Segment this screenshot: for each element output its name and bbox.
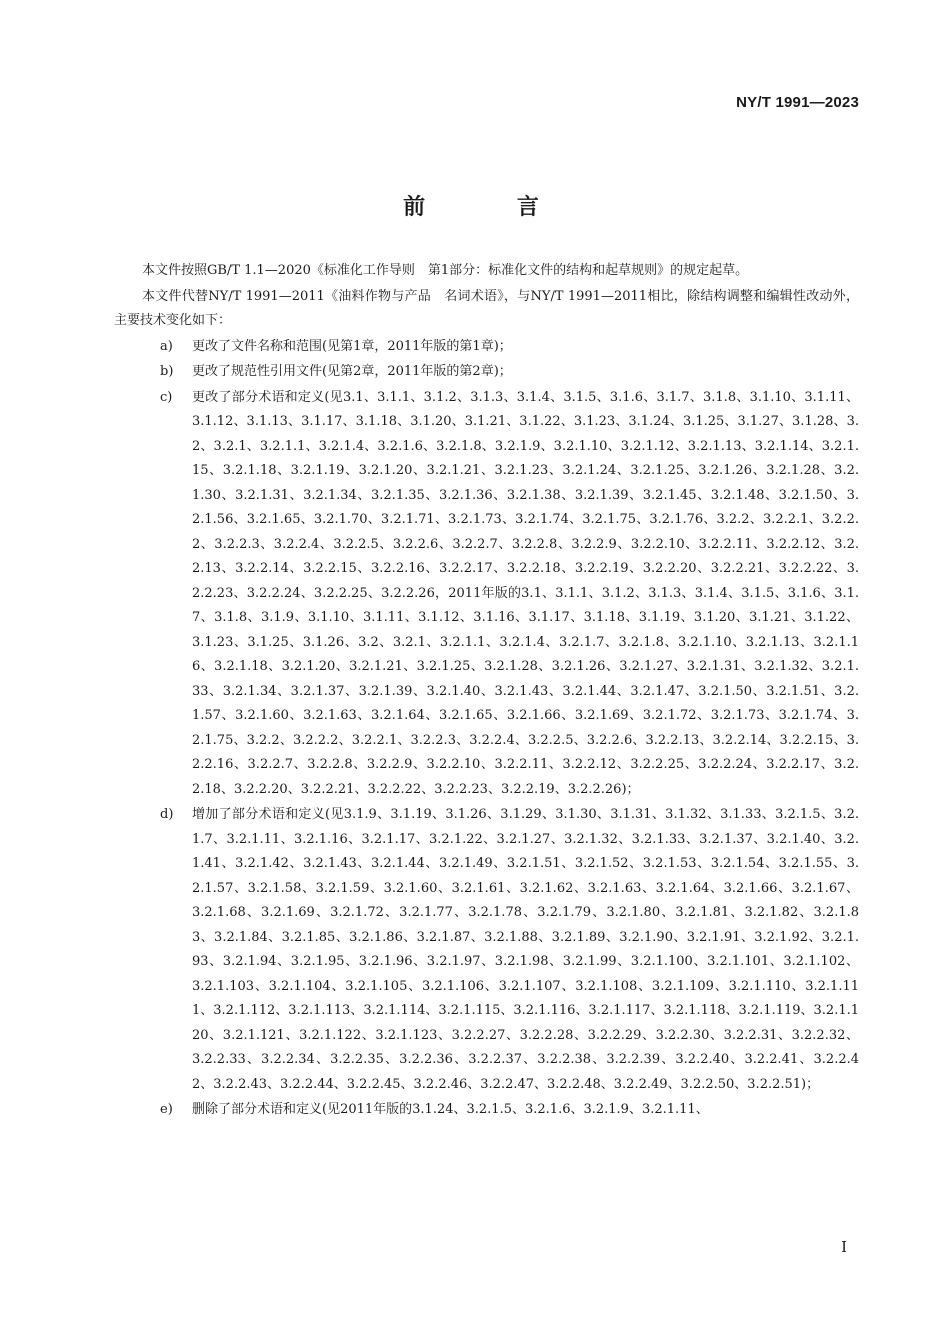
- document-body: [114, 259, 859, 1124]
- list-item-text: 更改了部分术语和定义(见3.1、3.1.1、3.1.2、3.1.3、3.1.4、3.1.5、3.1.6、3.1.7、3.1.8、3.1.10、3.1.11、3.1.12、3.1.13、3.1.17、3.1.18、3.1.20、3.1.21、3.1.22、3.1.23、3.1.24、3.1.25、3.1.27、3.1.28、3.2、3.2.1、3.2.1.1、3.2.1.4、3.2.1.6、3.2.1.8、3.2.1.9、3.2.1.10、3.2.1.12、3.2.1.13、3.2.1.14、3.2.1.15、3.2.1.18、3.2.1.19、3.2.1.20、3.2.1.21、3.2.1.23、3.2.1.24、3.2.1.25、3.2.1.26、3.2.1.28、3.2.1.30、3.2.1.31、3.2.1.34、3.2.1.35、3.2.1.36、3.2.1.38、3.2.1.39、3.2.1.45、3.2.1.48、3.2.1.50、3.2.1.56、3.2.1.65、3.2.1.70、3.2.1.71、3.2.1.73、3.2.1.74、3.2.1.75、3.2.1.76、3.2.2、3.2.2.1、3.2.2.2、3.2.2.3、3.2.2.4、3.2.2.5、3.2.2.6、3.2.2.7、3.2.2.8、3.2.2.9、3.2.2.10、3.2.2.11、3.2.2.12、3.2.2.13、3.2.2.14、3.2.2.15、3.2.2.16、3.2.2.17、3.2.2.18、3.2.2.19、3.2.2.20、3.2.2.21、3.2.2.22、3.2.2.23、3.2.2.24、3.2.2.25、3.2.2.26，2011年版的3.1、3.1.1、3.1.2、3.1.3、3.1.4、3.1.5、3.1.6、3.1.7、3.1.8、3.1.9、3.1.10、3.1.11、3.1.12、3.1.16、3.1.17、3.1.18、3.1.19、3.1.20、3.1.21、3.1.22、3.1.23、3.1.25、3.1.26、3.2、3.2.1、3.2.1.1、3.2.1.4、3.2.1.7、3.2.1.8、3.2.1.10、3.2.1.13、3.2.1.16、3.2.1.18、3.2.1.20、3.2.1.21、3.2.1.25、3.2.1.28、3.2.1.26、3.2.1.27、3.2.1.31、3.2.1.32、3.2.1.33、3.2.1.34、3.2.1.37、3.2.1.39、3.2.1.40、3.2.1.43、3.2.1.44、3.2.1.47、3.2.1.50、3.2.1.51、3.2.1.57、3.2.1.60、3.2.1.63、3.2.1.64、3.2.1.65、3.2.1.66、3.2.1.69、3.2.1.72、3.2.1.73、3.2.1.74、3.2.1.75、3.2.2、3.2.2.2、3.2.2.1、3.2.2.3、3.2.2.4、3.2.2.5、3.2.2.6、3.2.2.13、3.2.2.14、3.2.2.15、3.2.2.16、3.2.2.7、3.2.2.8、3.2.2.9、3.2.2.10、3.2.2.11、3.2.2.12、3.2.2.25、3.2.2.24、3.2.2.17、3.2.2.18、3.2.2.20、3.2.2.21、3.2.2.22、3.2.2.23、3.2.2.19、3.2.2.26)；: [192, 389, 859, 797]
- list-item-text: 更改了规范性引用文件(见第2章，2011年版的第2章)；: [192, 364, 512, 379]
- standard-number: NY/T 1991—2023: [736, 94, 859, 111]
- list-item: [114, 1098, 859, 1123]
- list-item: [114, 360, 859, 385]
- list-item-text: 删除了部分术语和定义(见2011年版的3.1.24、3.2.1.5、3.2.1.6、3.2.1.9、3.2.1.11、: [192, 1102, 709, 1117]
- list-marker: d): [160, 807, 174, 822]
- paragraph-drafting-basis: 本文件按照GB/T 1.1—2020《标准化工作导则 第1部分：标准化文件的结构和起草规则》的规定起草。: [142, 263, 749, 278]
- list-item: [114, 386, 859, 803]
- list-item: [114, 803, 859, 1097]
- list-item-text: 增加了部分术语和定义(见3.1.9、3.1.19、3.1.26、3.1.29、3.1.30、3.1.31、3.1.32、3.1.33、3.2.1.5、3.2.1.7、3.2.1.11、3.2.1.16、3.2.1.17、3.2.1.22、3.2.1.27、3.2.1.32、3.2.1.33、3.2.1.37、3.2.1.40、3.2.1.41、3.2.1.42、3.2.1.43、3.2.1.44、3.2.1.49、3.2.1.51、3.2.1.52、3.2.1.53、3.2.1.54、3.2.1.55、3.2.1.57、3.2.1.58、3.2.1.59、3.2.1.60、3.2.1.61、3.2.1.62、3.2.1.63、3.2.1.64、3.2.1.66、3.2.1.67、3.2.1.68、3.2.1.69、3.2.1.72、3.2.1.77、3.2.1.78、3.2.1.79、3.2.1.80、3.2.1.81、3.2.1.82、3.2.1.83、3.2.1.84、3.2.1.85、3.2.1.86、3.2.1.87、3.2.1.88、3.2.1.89、3.2.1.90、3.2.1.91、3.2.1.92、3.2.1.93、3.2.1.94、3.2.1.95、3.2.1.96、3.2.1.97、3.2.1.98、3.2.1.99、3.2.1.100、3.2.1.101、3.2.1.102、3.2.1.103、3.2.1.104、3.2.1.105、3.2.1.106、3.2.1.107、3.2.1.108、3.2.1.109、3.2.1.110、3.2.1.111、3.2.1.112、3.2.1.113、3.2.1.114、3.2.1.115、3.2.1.116、3.2.1.117、3.2.1.118、3.2.1.119、3.2.1.120、3.2.1.121、3.2.1.122、3.2.1.123、3.2.2.27、3.2.2.28、3.2.2.29、3.2.2.30、3.2.2.31、3.2.2.32、3.2.2.33、3.2.2.34、3.2.2.35、3.2.2.36、3.2.2.37、3.2.2.38、3.2.2.39、3.2.2.40、3.2.2.41、3.2.2.42、3.2.2.43、3.2.2.44、3.2.2.45、3.2.2.46、3.2.2.47、3.2.2.48、3.2.2.49、3.2.2.50、3.2.2.51)；: [192, 807, 859, 1092]
- list-marker: a): [160, 338, 173, 354]
- list-item-text: 更改了文件名称和范围(见第1章，2011年版的第1章)；: [192, 338, 512, 354]
- list-marker: e): [160, 1102, 173, 1117]
- page-number: I: [841, 1238, 847, 1256]
- list-marker: b): [160, 364, 174, 379]
- list-item: [114, 335, 859, 360]
- paragraph-replacement-note: 本文件代替NY/T 1991—2011《油料作物与产品 名词术语》，与NY/T 1991—2011相比，除结构调整和编辑性改动外，主要技术变化如下：: [114, 288, 859, 328]
- page-title: 前 言: [403, 195, 581, 220]
- list-marker: c): [160, 389, 173, 405]
